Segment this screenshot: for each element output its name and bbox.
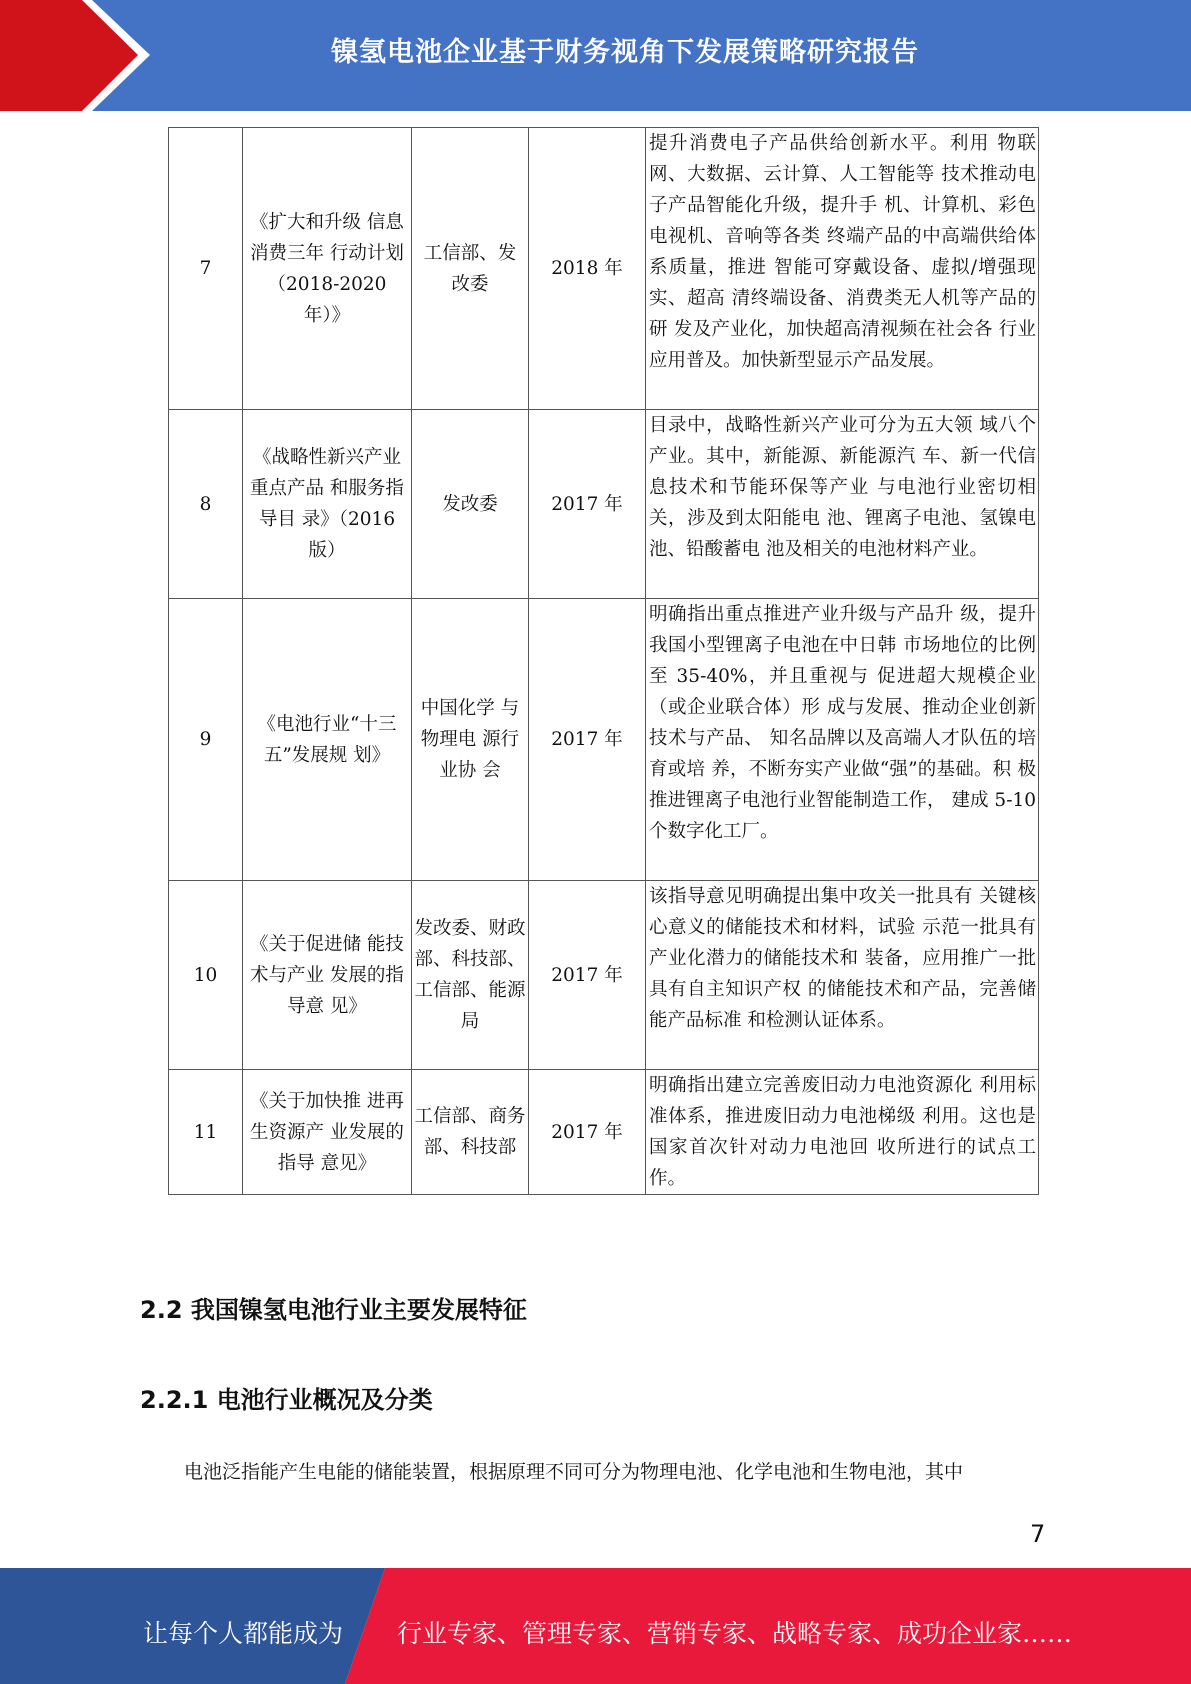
policy-name: 《电池行业“十三五”发展规 划》	[243, 599, 412, 881]
page-number: 7	[1030, 1520, 1046, 1548]
policy-description: 明确指出重点推进产业升级与产品升 级，提升我国小型锂离子电池在中日韩 市场地位的比例至 35-40%，并且重视与 促进超大规模企业（或企业联合体）形 成与发展、推动企业创新技术与产品、 知名品牌以及高端人才队伍的培育或培 养，不断夯实产业做“强”的基础。积 极推进锂离子电池行业智能制造工作， 建成 5-10 个数字化工厂。	[646, 599, 1039, 881]
issue-year: 2018 年	[529, 128, 646, 410]
row-number: 7	[169, 128, 243, 410]
subsection-heading: 2.2.1 电池行业概况及分类	[140, 1386, 433, 1414]
issuing-department: 工信部、商务部、科技部	[412, 1070, 529, 1195]
policy-description: 提升消费电子产品供给创新水平。利用 物联网、大数据、云计算、人工智能等 技术推动电子产品智能化升级，提升手 机、计算机、彩色电视机、音响等各类 终端产品的中高端供给体系质量，推进 智能可穿戴设备、虚拟/增强现实、超高 清终端设备、消费类无人机等产品的研 发及产业化，加快超高清视频在社会各 行业应用普及。加快新型显示产品发展。	[646, 128, 1039, 410]
policy-name: 《战略性新兴产业重点产品 和服务指导目 录》（2016 版）	[243, 410, 412, 599]
report-title: 镍氢电池企业基于财务视角下发展策略研究报告	[331, 37, 919, 68]
issue-year: 2017 年	[529, 410, 646, 599]
policy-table	[168, 127, 1039, 1195]
policy-name: 《关于促进储 能技术与产业 发展的指导意 见》	[243, 881, 412, 1070]
policy-name: 《扩大和升级 信息消费三年 行动计划 （2018-2020 年）》	[243, 128, 412, 410]
table-row	[169, 128, 1039, 410]
footer-slogan-right: 行业专家、管理专家、营销专家、战略专家、成功企业家……	[397, 1619, 1073, 1648]
policy-description: 目录中，战略性新兴产业可分为五大领 域八个产业。其中，新能源、新能源汽 车、新一代信息技术和节能环保等产业 与电池行业密切相关，涉及到太阳能电 池、锂离子电池、氢镍电池、铅酸蓄电 池及相关的电池材料产业。	[646, 410, 1039, 599]
row-number: 10	[169, 881, 243, 1070]
row-number: 8	[169, 410, 243, 599]
policy-description: 该指导意见明确提出集中攻关一批具有 关键核心意义的储能技术和材料，试验 示范一批具有产业化潜力的储能技术和 装备，应用推广一批具有自主知识产权 的储能技术和产品，完善储能产品标准 和检测认证体系。	[646, 881, 1039, 1070]
issuing-department: 发改委	[412, 410, 529, 599]
issuing-department: 工信部、发 改委	[412, 128, 529, 410]
issue-year: 2017 年	[529, 881, 646, 1070]
issuing-department: 发改委、财政部、科技部、工信部、能源局	[412, 881, 529, 1070]
page-header	[0, 0, 1191, 111]
issue-year: 2017 年	[529, 599, 646, 881]
row-number: 11	[169, 1070, 243, 1195]
issuing-department: 中国化学 与物理电 源行业协 会	[412, 599, 529, 881]
body-paragraph: 电池泛指能产生电能的储能装置，根据原理不同可分为物理电池、化学电池和生物电池，其中	[184, 1461, 964, 1483]
footer-slogan-left: 让每个人都能成为	[143, 1619, 344, 1648]
table-row	[169, 410, 1039, 599]
row-number: 9	[169, 599, 243, 881]
section-heading: 2.2 我国镍氢电池行业主要发展特征	[140, 1296, 527, 1324]
policy-description: 明确指出建立完善废旧动力电池资源化 利用标准体系，推进废旧动力电池梯级 利用。这也是国家首次针对动力电池回 收所进行的试点工作。	[646, 1070, 1039, 1195]
policy-name: 《关于加快推 进再生资源产 业发展的指导 意见》	[243, 1070, 412, 1195]
issue-year: 2017 年	[529, 1070, 646, 1195]
table-row	[169, 599, 1039, 881]
table-row	[169, 1070, 1039, 1195]
table-row	[169, 881, 1039, 1070]
